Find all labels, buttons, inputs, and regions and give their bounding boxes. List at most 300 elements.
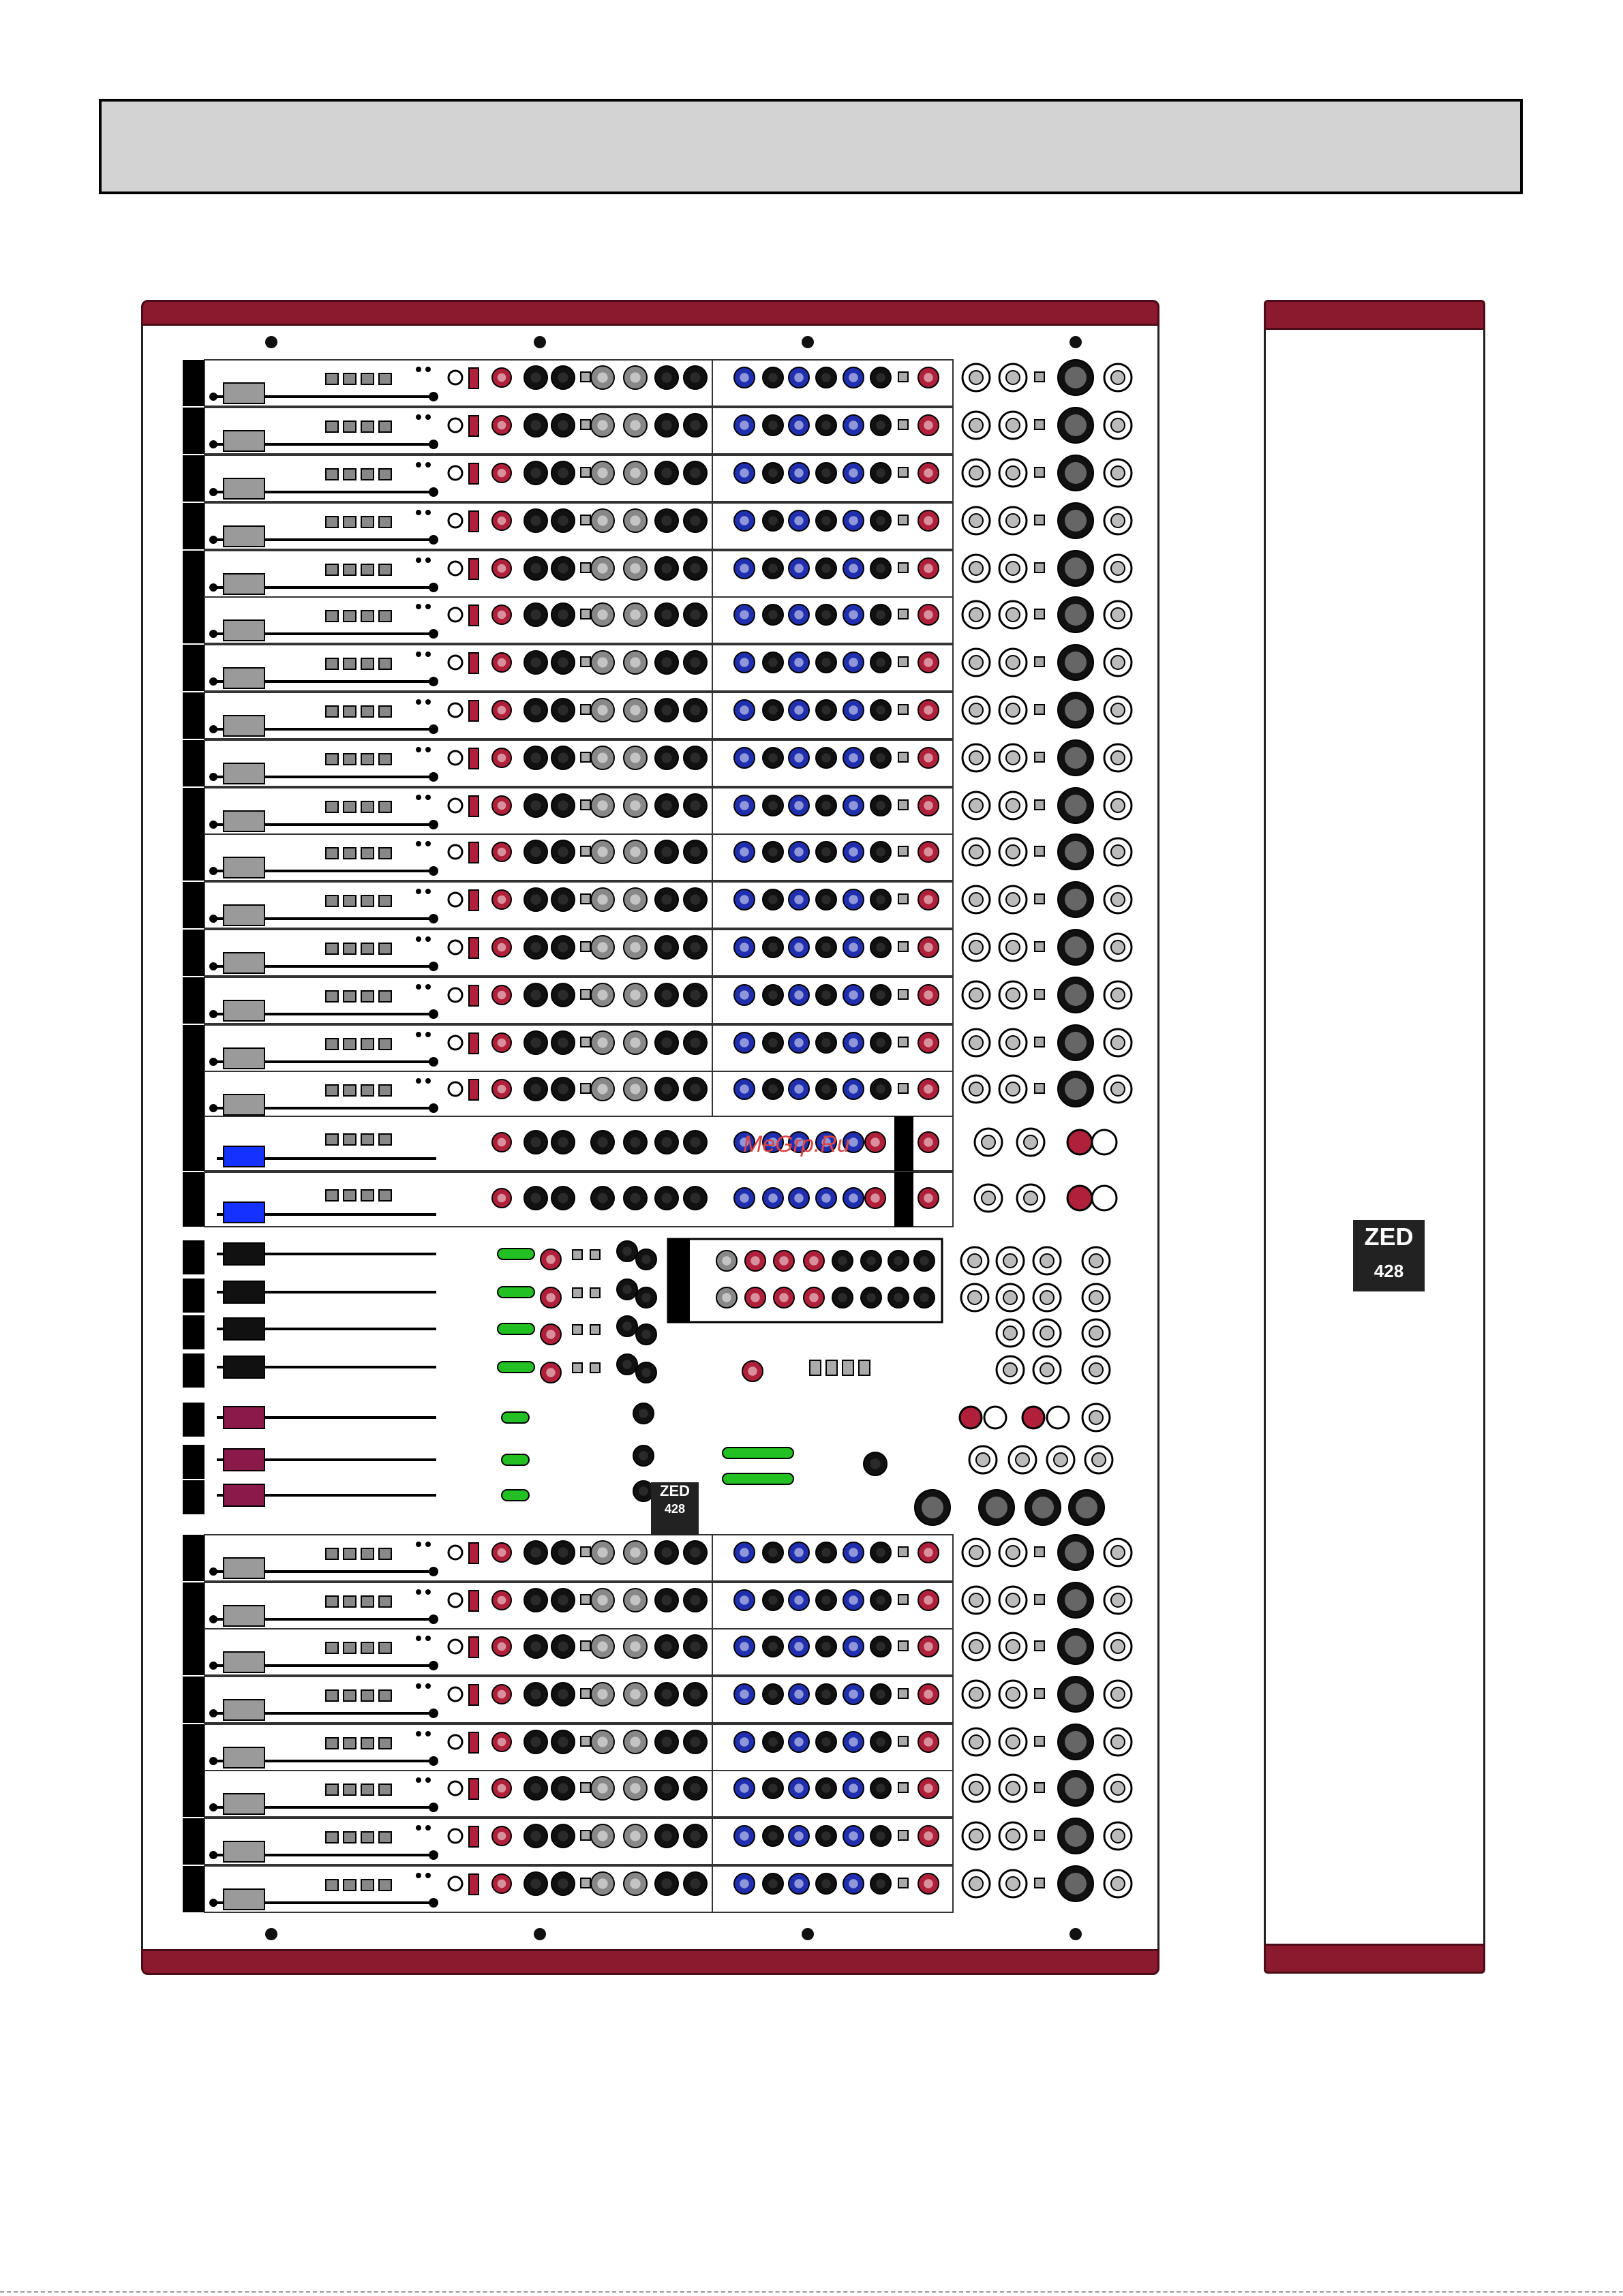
knob-cap[interactable] (530, 1736, 541, 1747)
knob-cap[interactable] (530, 1689, 541, 1699)
channel-button[interactable] (344, 1085, 356, 1096)
jack-hole[interactable] (969, 1735, 983, 1749)
mute-switch[interactable] (469, 1591, 479, 1611)
knob-cap[interactable] (876, 847, 885, 857)
knob-cap[interactable] (924, 1642, 933, 1651)
aux-button[interactable] (898, 609, 908, 619)
jack-hole[interactable] (969, 1546, 983, 1559)
master-button[interactable] (810, 1360, 821, 1375)
knob-cap[interactable] (794, 705, 804, 715)
knob-cap[interactable] (794, 1784, 804, 1793)
xlr-jack-inner[interactable] (1065, 462, 1087, 484)
jack-hole[interactable] (1111, 988, 1125, 1002)
knob-cap[interactable] (530, 1037, 541, 1047)
knob-cap[interactable] (920, 1293, 929, 1302)
knob-cap[interactable] (690, 752, 700, 763)
fader-end[interactable] (429, 1567, 438, 1576)
knob-cap[interactable] (849, 943, 858, 952)
xlr-jack-inner[interactable] (922, 1497, 943, 1518)
channel-button[interactable] (379, 1690, 391, 1701)
channel-fader[interactable] (224, 763, 264, 784)
jack-hole[interactable] (1006, 845, 1020, 859)
knob-cap[interactable] (924, 1193, 933, 1203)
fader-end[interactable] (209, 821, 217, 829)
jack-hole[interactable] (1111, 371, 1125, 384)
knob-cap[interactable] (597, 372, 607, 382)
eq-button[interactable] (581, 1783, 590, 1792)
eq-button[interactable] (581, 800, 590, 810)
jack-hole[interactable] (1006, 1546, 1020, 1559)
pan-switch[interactable] (449, 514, 462, 527)
knob-cap[interactable] (876, 1737, 885, 1747)
channel-button[interactable] (379, 611, 391, 622)
channel-fader[interactable] (224, 1652, 264, 1672)
pan-switch[interactable] (449, 1640, 462, 1653)
channel-button[interactable] (344, 1832, 356, 1843)
aux-button[interactable] (898, 990, 908, 999)
channel-button[interactable] (379, 801, 391, 812)
fader-end[interactable] (429, 1661, 438, 1670)
knob-cap[interactable] (849, 1784, 858, 1793)
jack-hole[interactable] (1016, 1453, 1029, 1467)
jack-hole[interactable] (1040, 1363, 1054, 1377)
knob-cap[interactable] (597, 1193, 607, 1203)
jack-hole[interactable] (1006, 1829, 1020, 1843)
knob-cap[interactable] (630, 1037, 640, 1047)
knob-cap[interactable] (661, 800, 671, 810)
knob-cap[interactable] (530, 846, 541, 857)
fader-end[interactable] (209, 962, 217, 970)
insert-switch[interactable] (1035, 1547, 1044, 1557)
jack-hole[interactable] (1006, 466, 1020, 480)
knob-cap[interactable] (530, 1878, 541, 1888)
knob-cap[interactable] (558, 942, 568, 952)
knob-cap[interactable] (630, 1689, 640, 1699)
aux-button[interactable] (898, 1641, 908, 1651)
fader-end[interactable] (429, 914, 438, 923)
knob-cap[interactable] (924, 753, 933, 763)
channel-button[interactable] (344, 1134, 356, 1145)
knob-cap[interactable] (924, 1879, 933, 1888)
knob-cap[interactable] (558, 1595, 568, 1605)
jack-hole[interactable] (1006, 514, 1020, 527)
knob-cap[interactable] (849, 564, 858, 573)
knob-cap[interactable] (849, 705, 858, 715)
knob-cap[interactable] (809, 1256, 819, 1266)
knob-cap[interactable] (558, 990, 568, 1000)
knob-cap[interactable] (597, 800, 607, 810)
mute-switch[interactable] (469, 1033, 479, 1054)
channel-fader[interactable] (224, 905, 264, 925)
knob-cap[interactable] (794, 1737, 804, 1747)
knob-cap[interactable] (597, 420, 607, 430)
jack-hole[interactable] (1003, 1291, 1017, 1304)
channel-button[interactable] (379, 754, 391, 765)
knob-cap[interactable] (794, 943, 804, 952)
jack-hole[interactable] (1111, 940, 1125, 954)
xlr-jack-inner[interactable] (1065, 795, 1087, 816)
knob-cap[interactable] (597, 1783, 607, 1793)
aux-button[interactable] (898, 894, 908, 904)
knob-cap[interactable] (794, 1689, 804, 1699)
pan-switch[interactable] (449, 703, 462, 717)
knob-cap[interactable] (821, 943, 831, 952)
insert-switch[interactable] (1035, 894, 1044, 904)
channel-fader[interactable] (224, 1889, 264, 1910)
knob-cap[interactable] (740, 373, 749, 382)
jack-hole[interactable] (1111, 514, 1125, 527)
knob-cap[interactable] (690, 705, 700, 715)
eq-button[interactable] (581, 942, 590, 951)
knob-cap[interactable] (876, 943, 885, 952)
channel-button[interactable] (344, 801, 356, 812)
knob-cap[interactable] (690, 372, 700, 382)
knob-cap[interactable] (740, 753, 749, 763)
fader-end[interactable] (209, 1757, 217, 1765)
xlr-jack-inner[interactable] (1065, 841, 1087, 863)
knob-cap[interactable] (558, 1193, 568, 1203)
jack-hole[interactable] (1111, 1687, 1125, 1701)
knob-cap[interactable] (821, 516, 831, 525)
knob-cap[interactable] (924, 516, 933, 525)
mute-switch[interactable] (469, 1080, 479, 1100)
knob-cap[interactable] (661, 372, 671, 382)
knob-cap[interactable] (876, 1831, 885, 1841)
fader-end[interactable] (209, 867, 217, 875)
knob-cap[interactable] (661, 1736, 671, 1747)
fader-end[interactable] (429, 962, 438, 971)
jack-hole[interactable] (1111, 751, 1125, 765)
knob-cap[interactable] (661, 468, 671, 478)
jack-hole[interactable] (1024, 1191, 1037, 1205)
channel-button[interactable] (326, 564, 338, 575)
xlr-jack-inner[interactable] (1065, 652, 1087, 673)
channel-fader[interactable] (224, 1747, 264, 1768)
knob-cap[interactable] (558, 800, 568, 810)
fader-end[interactable] (429, 629, 438, 639)
knob-cap[interactable] (661, 1878, 671, 1888)
knob-cap[interactable] (740, 658, 749, 667)
knob-cap[interactable] (768, 801, 778, 810)
knob-cap[interactable] (876, 564, 885, 573)
knob-cap[interactable] (630, 468, 640, 478)
knob-cap[interactable] (630, 657, 640, 667)
rca-jack[interactable] (1047, 1407, 1069, 1428)
stereo-fader[interactable] (224, 1146, 264, 1167)
channel-button[interactable] (361, 991, 374, 1002)
knob-cap[interactable] (558, 1641, 568, 1651)
channel-fader[interactable] (224, 1841, 264, 1862)
aux-button[interactable] (898, 1037, 908, 1047)
knob-cap[interactable] (849, 1831, 858, 1841)
knob-cap[interactable] (530, 1547, 541, 1557)
insert-switch[interactable] (1035, 990, 1044, 999)
insert-switch[interactable] (1035, 372, 1044, 382)
stereo-switch[interactable] (894, 1172, 913, 1227)
xlr-jack-inner[interactable] (1065, 1032, 1087, 1054)
knob-cap[interactable] (661, 1137, 671, 1147)
fader-end[interactable] (429, 392, 438, 401)
channel-button[interactable] (379, 469, 391, 480)
channel-button[interactable] (379, 896, 391, 906)
stereo-fader[interactable] (224, 1202, 264, 1223)
knob-cap[interactable] (630, 894, 640, 904)
channel-fader[interactable] (224, 1606, 264, 1626)
channel-button[interactable] (379, 517, 391, 527)
knob-cap[interactable] (558, 752, 568, 763)
knob-cap[interactable] (558, 1736, 568, 1747)
knob-cap[interactable] (894, 1256, 903, 1266)
knob-cap[interactable] (821, 610, 831, 619)
jack-hole[interactable] (1006, 1640, 1020, 1653)
knob-cap[interactable] (821, 564, 831, 573)
knob-cap[interactable] (558, 1084, 568, 1094)
jack-hole[interactable] (969, 1687, 983, 1701)
knob-cap[interactable] (849, 373, 858, 382)
channel-fader[interactable] (224, 478, 264, 499)
aux-button[interactable] (898, 1831, 908, 1840)
knob-cap[interactable] (924, 1084, 933, 1094)
channel-fader[interactable] (224, 383, 264, 403)
knob-cap[interactable] (639, 1486, 648, 1496)
knob-cap[interactable] (740, 1642, 749, 1651)
knob-cap[interactable] (821, 1689, 831, 1699)
knob-cap[interactable] (740, 1548, 749, 1557)
mute-switch[interactable] (469, 605, 479, 626)
jack-hole[interactable] (1092, 1453, 1106, 1467)
insert-switch[interactable] (1035, 657, 1044, 667)
knob-cap[interactable] (821, 468, 831, 478)
knob-cap[interactable] (768, 564, 778, 573)
mute-switch[interactable] (469, 416, 479, 436)
jack-hole[interactable] (1006, 1781, 1020, 1795)
knob-cap[interactable] (498, 469, 506, 478)
channel-button[interactable] (326, 1085, 338, 1096)
jack-hole[interactable] (1111, 562, 1125, 575)
fader-end[interactable] (429, 1709, 438, 1718)
fader-end[interactable] (209, 1058, 217, 1066)
insert-switch[interactable] (1035, 1641, 1044, 1651)
channel-button[interactable] (326, 991, 338, 1002)
knob-cap[interactable] (920, 1256, 929, 1266)
knob-cap[interactable] (498, 1548, 506, 1557)
jack-hole[interactable] (969, 1877, 983, 1891)
knob-cap[interactable] (661, 1037, 671, 1047)
aux-button[interactable] (898, 846, 908, 856)
knob-cap[interactable] (498, 658, 506, 667)
pan-switch[interactable] (449, 1829, 462, 1843)
jack-hole[interactable] (1006, 988, 1020, 1002)
channel-button[interactable] (326, 943, 338, 954)
jack-hole[interactable] (1089, 1326, 1103, 1340)
knob-cap[interactable] (690, 1689, 700, 1699)
channel-button[interactable] (344, 1548, 356, 1559)
knob-cap[interactable] (558, 1831, 568, 1841)
knob-cap[interactable] (498, 1642, 506, 1651)
knob-cap[interactable] (530, 609, 541, 619)
pan-switch[interactable] (449, 988, 462, 1002)
knob-cap[interactable] (924, 1784, 933, 1793)
knob-cap[interactable] (558, 657, 568, 667)
pan-switch[interactable] (449, 562, 462, 575)
jack-hole[interactable] (1111, 845, 1125, 859)
knob-cap[interactable] (661, 1641, 671, 1651)
jack-hole[interactable] (982, 1135, 995, 1149)
mute-switch[interactable] (469, 796, 479, 816)
knob-cap[interactable] (630, 515, 640, 525)
eq-button[interactable] (581, 1595, 590, 1604)
insert-switch[interactable] (1035, 563, 1044, 572)
jack-hole[interactable] (969, 466, 983, 480)
knob-cap[interactable] (924, 943, 933, 952)
insert-switch[interactable] (1035, 609, 1044, 619)
knob-cap[interactable] (546, 1368, 556, 1377)
mute-switch[interactable] (469, 1685, 479, 1705)
knob-cap[interactable] (597, 990, 607, 1000)
pan-switch[interactable] (449, 1735, 462, 1749)
aux-button[interactable] (898, 1736, 908, 1746)
xlr-jack-inner[interactable] (1065, 414, 1087, 436)
knob-cap[interactable] (849, 1879, 858, 1888)
jack-hole[interactable] (1111, 799, 1125, 812)
knob-cap[interactable] (876, 895, 885, 904)
insert-switch[interactable] (1035, 705, 1044, 714)
fader-end[interactable] (209, 1615, 217, 1623)
knob-cap[interactable] (690, 468, 700, 478)
aux-button[interactable] (898, 705, 908, 714)
eq-button[interactable] (581, 372, 590, 382)
knob-cap[interactable] (639, 1451, 648, 1460)
knob-cap[interactable] (821, 990, 831, 1000)
knob-cap[interactable] (630, 1595, 640, 1605)
jack-hole[interactable] (969, 893, 983, 906)
channel-fader[interactable] (224, 953, 264, 973)
eq-button[interactable] (581, 420, 590, 429)
jack-hole[interactable] (969, 1640, 983, 1653)
knob-cap[interactable] (630, 563, 640, 573)
channel-button[interactable] (361, 1085, 374, 1096)
knob-cap[interactable] (558, 563, 568, 573)
channel-button[interactable] (344, 1596, 356, 1607)
channel-button[interactable] (361, 658, 374, 669)
aux-button[interactable] (898, 372, 908, 382)
channel-fader[interactable] (224, 620, 264, 641)
knob-cap[interactable] (894, 1293, 903, 1302)
insert-switch[interactable] (1035, 942, 1044, 951)
knob-cap[interactable] (849, 1137, 858, 1147)
fader-end[interactable] (429, 1057, 438, 1067)
fader-end[interactable] (429, 1898, 438, 1908)
pan-switch[interactable] (449, 418, 462, 432)
knob-cap[interactable] (924, 990, 933, 1000)
knob-cap[interactable] (690, 563, 700, 573)
knob-cap[interactable] (690, 1037, 700, 1047)
pan-switch[interactable] (449, 940, 462, 954)
knob-cap[interactable] (498, 1085, 506, 1094)
knob-cap[interactable] (690, 1783, 700, 1793)
mute-switch[interactable] (469, 463, 479, 484)
knob-cap[interactable] (794, 801, 804, 810)
pan-switch[interactable] (449, 1593, 462, 1607)
knob-cap[interactable] (849, 1548, 858, 1557)
knob-cap[interactable] (530, 1641, 541, 1651)
knob-cap[interactable] (768, 705, 778, 715)
knob-cap[interactable] (498, 943, 506, 952)
jack-hole[interactable] (969, 1593, 983, 1607)
knob-cap[interactable] (641, 1293, 651, 1302)
knob-cap[interactable] (690, 1736, 700, 1747)
knob-cap[interactable] (794, 847, 804, 857)
jack-hole[interactable] (968, 1254, 982, 1268)
knob-cap[interactable] (530, 800, 541, 810)
xlr-jack-inner[interactable] (1065, 699, 1087, 721)
channel-button[interactable] (326, 1784, 338, 1795)
xlr-jack-inner[interactable] (1065, 1731, 1087, 1753)
rca-jack[interactable] (984, 1407, 1006, 1428)
insert-switch[interactable] (1035, 468, 1044, 477)
mute-switch[interactable] (469, 1826, 479, 1847)
knob-cap[interactable] (530, 563, 541, 573)
knob-cap[interactable] (530, 657, 541, 667)
channel-button[interactable] (379, 1832, 391, 1843)
knob-cap[interactable] (876, 373, 885, 382)
insert-switch[interactable] (1035, 1831, 1044, 1840)
xlr-jack-inner[interactable] (986, 1497, 1007, 1518)
knob-cap[interactable] (558, 1547, 568, 1557)
knob-cap[interactable] (821, 420, 831, 430)
knob-cap[interactable] (597, 1878, 607, 1888)
knob-cap[interactable] (849, 1689, 858, 1699)
xlr-jack-inner[interactable] (1065, 1825, 1087, 1847)
fader-end[interactable] (209, 440, 217, 448)
knob-cap[interactable] (597, 1736, 607, 1747)
knob-cap[interactable] (876, 1784, 885, 1793)
knob-cap[interactable] (722, 1293, 731, 1302)
knob-cap[interactable] (722, 1256, 731, 1266)
channel-button[interactable] (379, 421, 391, 432)
knob-cap[interactable] (876, 1642, 885, 1651)
xlr-jack-inner[interactable] (1065, 1777, 1087, 1799)
knob-cap[interactable] (794, 1879, 804, 1888)
jack-hole[interactable] (969, 1036, 983, 1050)
knob-cap[interactable] (821, 1831, 831, 1841)
knob-cap[interactable] (809, 1293, 819, 1302)
knob-cap[interactable] (597, 1831, 607, 1841)
knob-cap[interactable] (768, 943, 778, 952)
jack-hole[interactable] (969, 371, 983, 384)
insert-switch[interactable] (1035, 1783, 1044, 1792)
knob-cap[interactable] (740, 1084, 749, 1094)
knob-cap[interactable] (768, 1642, 778, 1651)
channel-button[interactable] (361, 1190, 374, 1201)
fader-end[interactable] (429, 772, 438, 782)
group-button[interactable] (590, 1250, 600, 1259)
knob-cap[interactable] (849, 801, 858, 810)
knob-cap[interactable] (597, 894, 607, 904)
knob-cap[interactable] (498, 1784, 506, 1793)
jack-hole[interactable] (969, 1082, 983, 1096)
fader-end[interactable] (209, 1104, 217, 1112)
knob-cap[interactable] (794, 753, 804, 763)
knob-cap[interactable] (498, 517, 506, 525)
knob-cap[interactable] (740, 420, 749, 430)
channel-button[interactable] (379, 1642, 391, 1653)
channel-button[interactable] (326, 611, 338, 622)
channel-button[interactable] (326, 706, 338, 717)
pan-switch[interactable] (449, 751, 462, 765)
knob-cap[interactable] (821, 1642, 831, 1651)
jack-hole[interactable] (982, 1191, 995, 1205)
